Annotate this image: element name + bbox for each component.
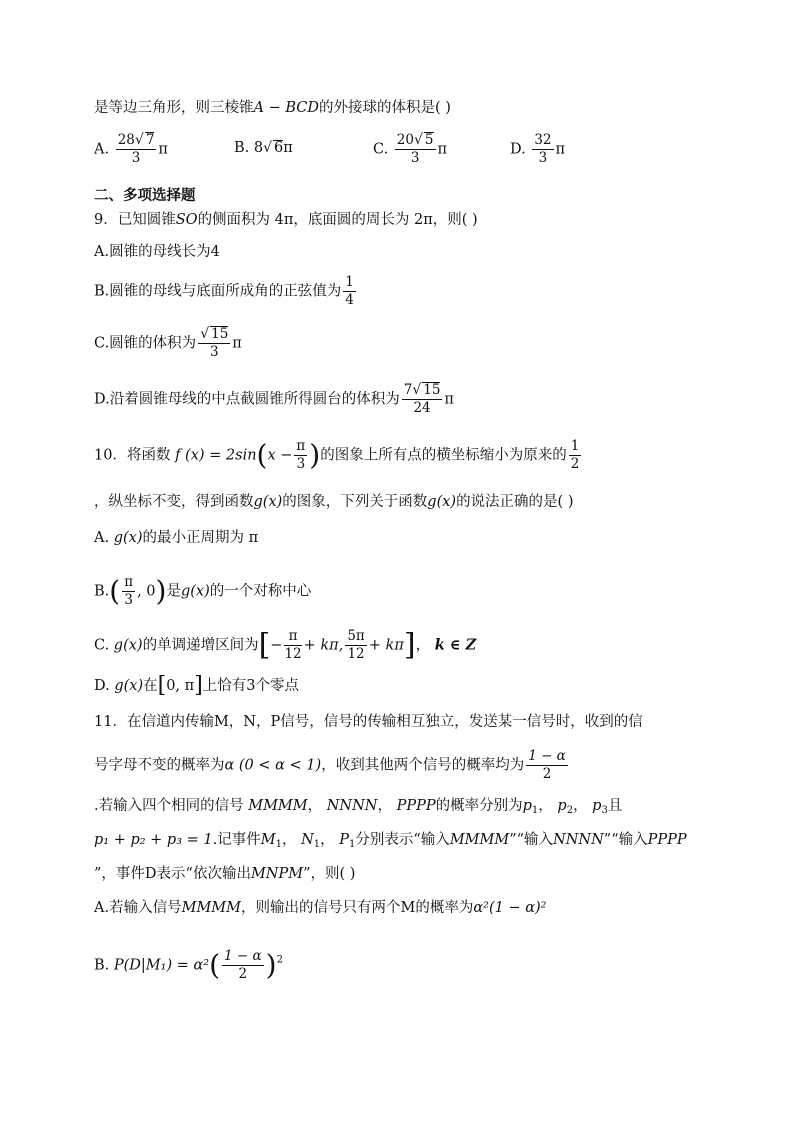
q8-option-a[interactable]: A. $\frac{28√ 7}{3}$ π	[94, 132, 168, 166]
q11-stem-line1: 11．在信道内传输M，N，P信号，信号的传输相互独立，发送某一信号时，收到的信	[94, 714, 643, 730]
q8-option-d[interactable]: D. $\frac{32}{3}$ π	[510, 132, 566, 166]
section-title: 二、多项选择题	[94, 188, 196, 204]
q8-option-b[interactable]: B. 8√ 6π	[234, 140, 293, 156]
q8-option-c[interactable]: C. $\frac{20√ 5}{3}$ π	[373, 132, 448, 166]
q10-option-b[interactable]: B.( $\frac{\pi}{3}$ , 0)是g(x)的一个对称中心	[94, 574, 312, 608]
q10-option-c[interactable]: C. g(x)的单调递增区间为[− $\frac{\pi}{12}$ + kπ, $\frac{5\pi}{12}$ + kπ]， k ∈ Z	[94, 627, 477, 663]
q9-stem: 9．已知圆锥SO的侧面积为 4π，底面圆的周长为 2π，则( )	[94, 212, 478, 228]
q11-option-a[interactable]: A.若输入信号MMMM，则输出的信号只有两个M的概率为α²(1 − α)²	[94, 900, 547, 916]
q9-option-a[interactable]: A.圆锥的母线长为4	[94, 244, 220, 260]
q11-option-b[interactable]: B. P(D|M₁) = α²( $\frac{1 - \alpha}{2}$ )$^2$	[94, 948, 283, 982]
q11-stem-line2: 号字母不变的概率为α (0 < α < 1)，收到其他两个信号的概率均为 $\frac{1 - \alpha}{2}$	[94, 748, 566, 782]
q8-stem: 是等边三角形，则三棱锥A − BCD的外接球的体积是( )	[94, 100, 451, 116]
q9-option-c[interactable]: C.圆锥的体积为 $\frac{√ 15}{3}$ π	[94, 326, 242, 360]
q9-option-b[interactable]: B.圆锥的母线与底面所成角的正弦值为 $\frac{1}{4}$	[94, 274, 354, 308]
q11-stem-line3: .若输入四个相同的信号 MMMM， NNNN， PPPP的概率分别为$p_1$， $p_2$， $p_3$且	[94, 798, 623, 816]
q11-stem-line4: p₁ + p₂ + p₃ = 1.记事件$M_1$， $N_1$， $P_1$分别表示“输入MMMM”“输入NNNN”“输入PPPP	[94, 832, 687, 850]
q10-stem-line2: ，纵坐标不变，得到函数g(x)的图象，下列关于函数g(x)的说法正确的是( )	[94, 494, 574, 510]
q10-option-a[interactable]: A. g(x)的最小正周期为 π	[94, 530, 259, 546]
q10-option-d[interactable]: D. g(x)在[0, π]上恰有3个零点	[94, 673, 300, 698]
q11-stem-line5: ”，事件D表示“依次输出MNPM”，则( )	[94, 866, 356, 882]
q9-option-d[interactable]: D.沿着圆锥母线的中点截圆锥所得圆台的体积为 $\frac{7√ 15}{24}$ π	[94, 382, 454, 416]
q10-stem: 10．将函数 f (x) = 2sin(x − $\frac{\pi}{3}$ )的图象上所有点的横坐标缩小为原来的 $\frac{1}{2}$	[94, 438, 580, 472]
